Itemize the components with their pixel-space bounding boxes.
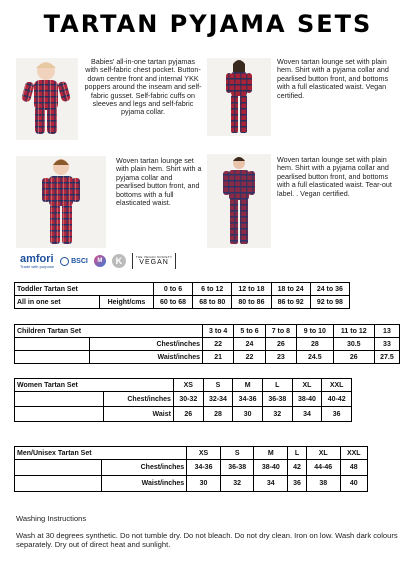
certification-logos [20,250,220,272]
size-label: M [233,379,263,392]
table-cell: 48 [340,460,367,476]
table-cell: 36 [322,407,352,422]
man-pyjama-image [207,154,271,248]
table-header: Children Tartan Set [15,325,203,338]
table-row [15,325,400,338]
row-label: Waist/inches [90,351,203,364]
table-cell: 30.5 [333,338,374,351]
table-cell: 40 [340,476,367,492]
table-cell: 33 [374,338,399,351]
table-cell: 24.5 [297,351,334,364]
table-row [15,460,368,476]
baby-pyjama-image [16,58,78,140]
woman-pyjama-image [207,58,271,136]
size-label: 24 to 36 [310,283,349,296]
row-name: All in one set [15,296,100,309]
table-cell [15,392,104,407]
table-cell: 38-40 [254,460,288,476]
table-cell [15,476,102,492]
table-cell: 34 [292,407,322,422]
table-row [15,351,400,364]
washing-heading: Washing Instructions [16,514,87,523]
table-cell [15,338,90,351]
size-label: 0 to 6 [153,283,192,296]
table-cell [15,351,90,364]
table-cell: 60 to 68 [153,296,192,309]
table-row [15,407,352,422]
product-photo-baby [16,58,78,140]
size-label: M [254,447,288,460]
bsci-label: BSCI [71,257,88,265]
table-header: Women Tartan Set [15,379,174,392]
table-row [15,296,350,309]
size-label: 3 to 4 [203,325,234,338]
table-cell: 38-40 [292,392,322,407]
size-label: 13 [374,325,399,338]
table-cell: 44-46 [306,460,340,476]
row-label: Waist [104,407,174,422]
size-label: XL [292,379,322,392]
table-cell: 92 to 98 [310,296,349,309]
vegan-logo [132,253,176,269]
table-cell: 86 to 92 [271,296,310,309]
product-description-baby: Babies' all-in-one tartan pyjamas with self-fabric chest pocket. Button-down centre front and internal YKK poppers around the inseam and self-fabric gusset. Self-fabric cuffs on sleeves and legs and self-fabric pyjama collar. [84,57,202,117]
table-row [15,392,352,407]
table-row [15,447,368,460]
table-cell: 22 [234,351,265,364]
size-label: 12 to 18 [232,283,271,296]
row-label: Chest/inches [102,460,187,476]
vegan-label: VEGAN [139,259,169,266]
table-cell: 26 [333,351,374,364]
child-pyjama-image [16,156,106,248]
men-size-table [14,446,368,492]
table-cell: 30 [187,476,221,492]
table-cell: 34-36 [233,392,263,407]
washing-text: Wash at 30 degrees synthetic. Do not tumble dry. Do not bleach. Do not dry clean. Iron on low. Wash dark colours separately. Dry out of direct heat and sunlight. [16,531,398,549]
table-cell: 32-34 [203,392,233,407]
table-header: Men/Unisex Tartan Set [15,447,187,460]
table-cell: 40-42 [322,392,352,407]
children-size-table [14,324,400,364]
globe-icon [60,257,69,266]
table-row [15,379,352,392]
table-cell: 36 [288,476,307,492]
table-header: Toddler Tartan Set [15,283,154,296]
table-cell: 30-32 [173,392,203,407]
m-badge-icon: M [94,255,106,267]
size-label: XXL [322,379,352,392]
row-label: Chest/inches [90,338,203,351]
product-photo-child [16,156,106,248]
table-cell: 36-38 [220,460,254,476]
amfori-logo [20,254,54,269]
table-cell: 42 [288,460,307,476]
table-cell: 30 [233,407,263,422]
size-label: 5 to 6 [234,325,265,338]
size-label: S [220,447,254,460]
table-cell: 28 [297,338,334,351]
toddler-size-table [14,282,350,309]
size-label: 7 to 8 [265,325,296,338]
product-description-child: Woven tartan lounge set with plain hem. Shirt with a pyjama collar and pearlised button front, and bottoms with a full elasticated waist. [116,156,202,208]
row-label: Height/cms [100,296,154,309]
table-cell: 34 [254,476,288,492]
table-cell: 24 [234,338,265,351]
table-cell: 32 [220,476,254,492]
k-badge-icon: K [112,254,126,268]
size-label: L [262,379,292,392]
table-cell: 26 [173,407,203,422]
table-cell: 21 [203,351,234,364]
product-description-man: Woven tartan lounge set with plain hem. Shirt with a pyjama collar and pearlised button front, and bottoms with a full elasticated waist. Tear-out label. . Vegan certified. [277,155,392,198]
table-cell: 27.5 [374,351,399,364]
size-label: L [288,447,307,460]
table-cell: 22 [203,338,234,351]
page-title: TARTAN PYJAMA SETS [43,10,373,38]
table-cell: 34-36 [187,460,221,476]
bsci-logo [60,257,88,266]
size-label: 9 to 10 [297,325,334,338]
table-cell: 38 [306,476,340,492]
amfori-tagline: Trade with purpose [20,263,55,269]
row-label: Waist/inches [102,476,187,492]
size-label: 6 to 12 [193,283,232,296]
amfori-brand: amfori [20,252,54,265]
table-row [15,283,350,296]
table-cell: 80 to 86 [232,296,271,309]
table-row [15,476,368,492]
table-row [15,338,400,351]
table-cell: 28 [203,407,233,422]
product-photo-woman [207,58,271,136]
size-label: XL [306,447,340,460]
product-description-woman: Woven tartan lounge set with plain hem. Shirt with a pyjama collar and pearlised button front, and bottoms with a full elasticated waist. Vegan certified. [277,57,389,100]
size-label: 18 to 24 [271,283,310,296]
size-label: XS [187,447,221,460]
table-cell: 32 [262,407,292,422]
table-cell: 68 to 80 [193,296,232,309]
women-size-table [14,378,352,422]
size-label: 11 to 12 [333,325,374,338]
size-label: XS [173,379,203,392]
row-label: Chest/inches [104,392,174,407]
table-cell: 23 [265,351,296,364]
size-label: S [203,379,233,392]
product-photo-man [207,154,271,248]
vegan-society-label: THE VEGAN SOCIETY [135,255,173,259]
size-label: XXL [340,447,367,460]
table-cell [15,407,104,422]
table-cell: 36-38 [262,392,292,407]
table-cell: 26 [265,338,296,351]
table-cell [15,460,102,476]
